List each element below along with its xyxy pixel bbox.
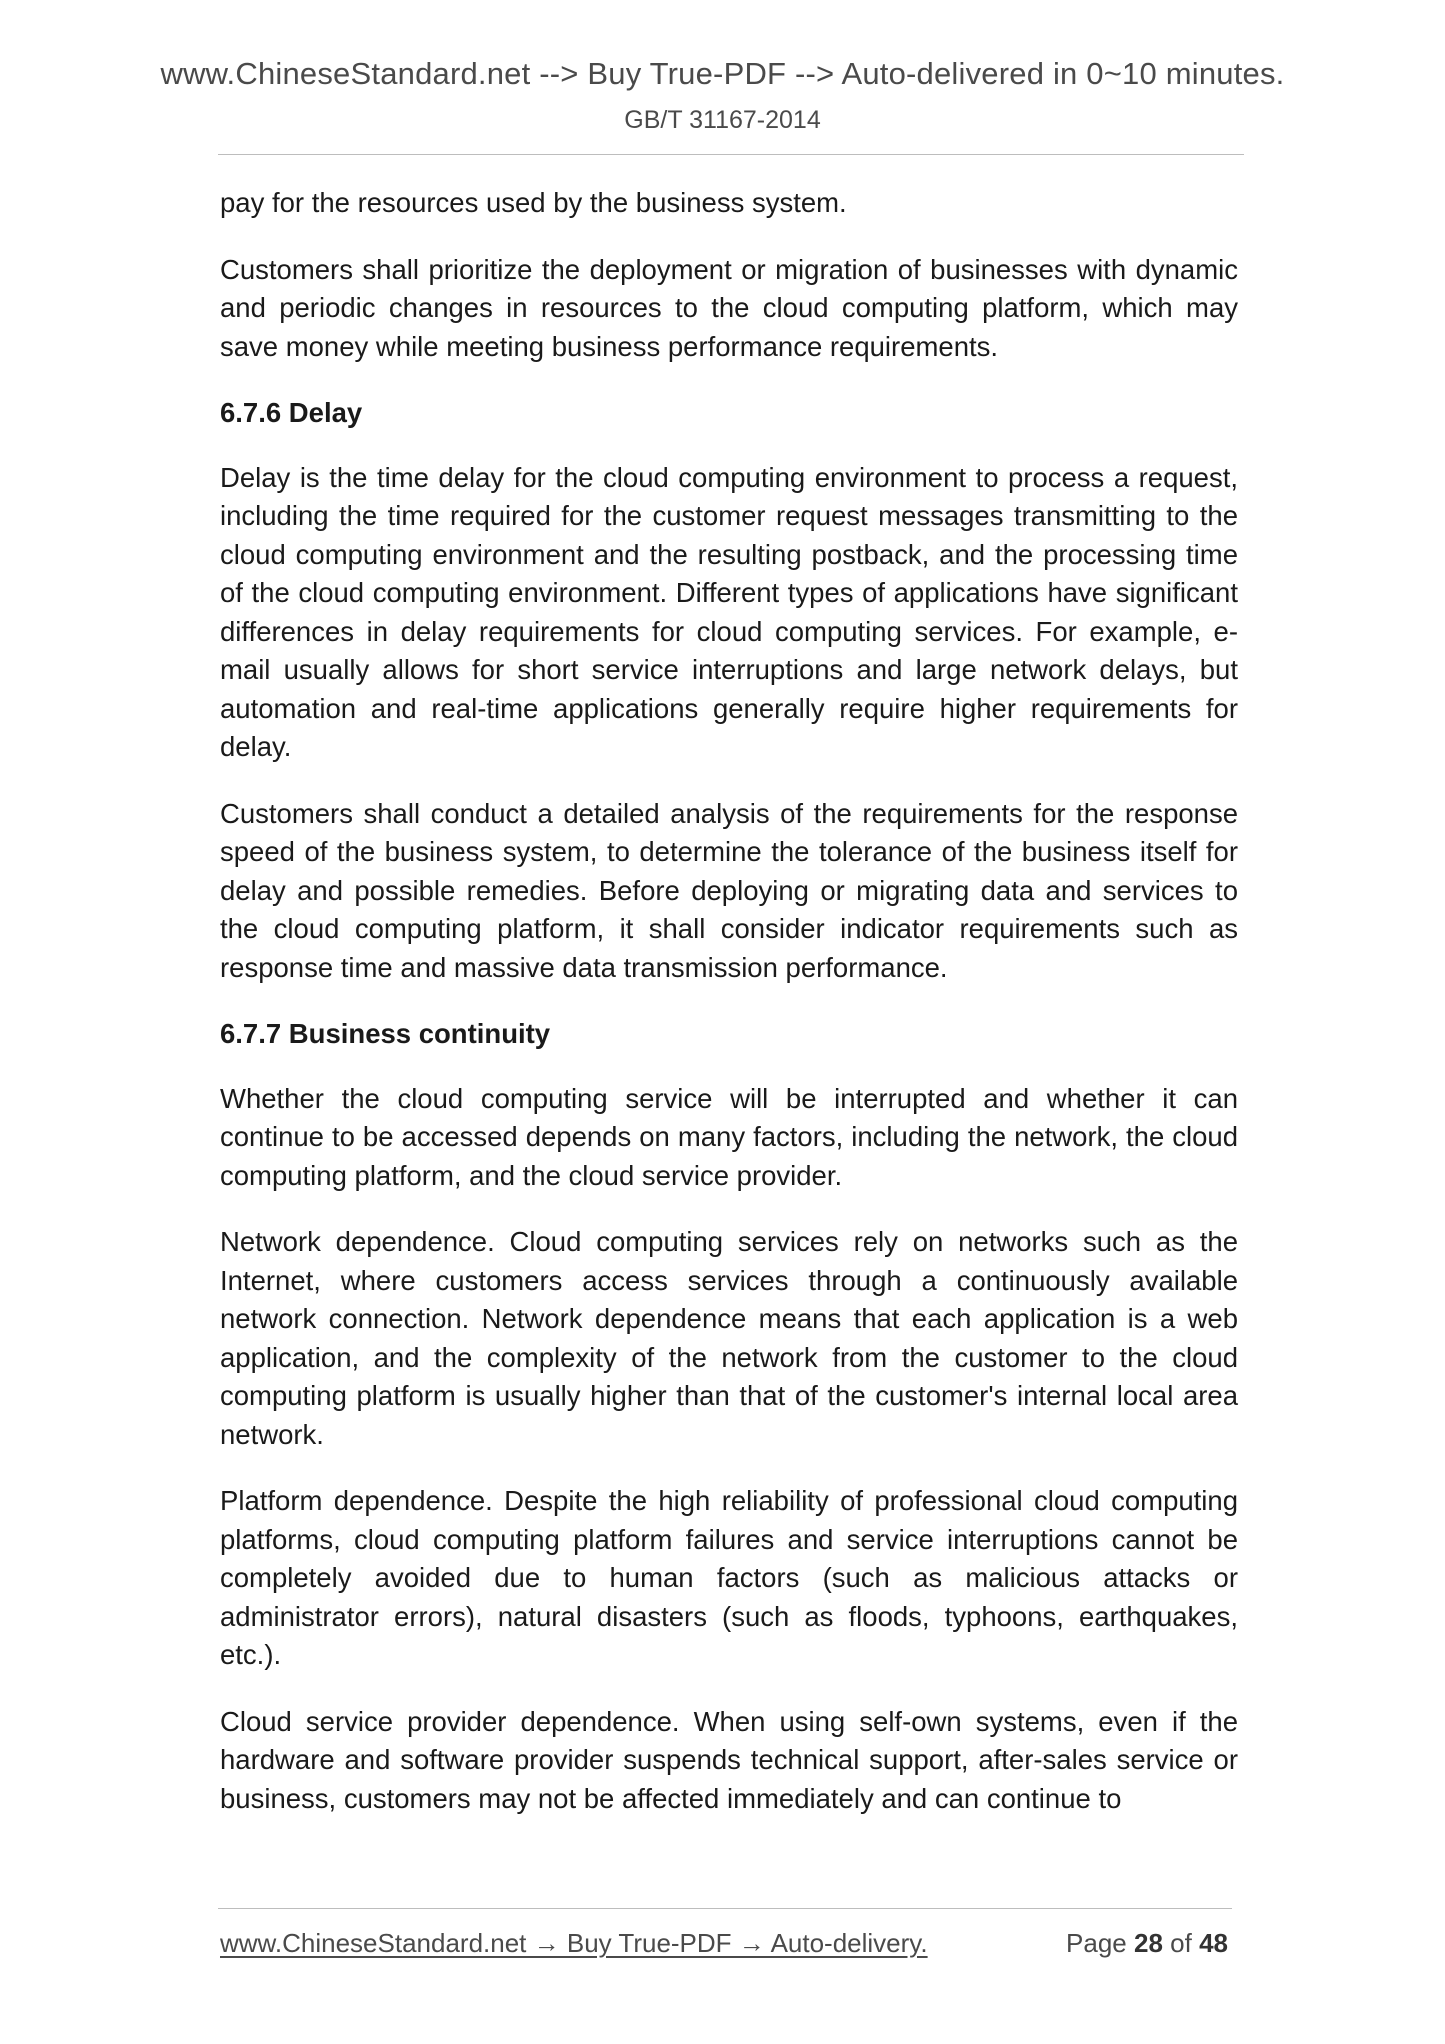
- paragraph-prioritize: Customers shall prioritize the deployment or migration of businesses with dynamic and periodic changes in resources to the cloud computing platform, which may save money while meeting business performance requirements.: [220, 253, 1238, 362]
- header-divider: [218, 154, 1244, 155]
- page-label: Page: [1066, 1928, 1127, 1958]
- document-body: [220, 184, 1238, 1846]
- paragraph-provider-dependence: Cloud service provider dependence. When using self-own systems, even if the hardware and software provider suspends technical support, after-sales service or business, customers may not be affected immediately and can continue to: [220, 1705, 1238, 1814]
- footer-link[interactable]: www.ChineseStandard.net → Buy True-PDF → Auto-delivery.: [220, 1928, 928, 1958]
- page-number: [1066, 1928, 1228, 1959]
- page-of: of: [1170, 1928, 1192, 1958]
- paragraph-continued: pay for the resources used by the business system.: [220, 187, 847, 218]
- section-heading-6-7-7: 6.7.7 Business continuity: [220, 1018, 551, 1049]
- page-current: 28: [1134, 1928, 1163, 1958]
- header-title: www.ChineseStandard.net --> Buy True-PDF --> Auto-delivered in 0~10 minutes.: [160, 56, 1285, 91]
- standard-id: GB/T 31167-2014: [624, 106, 821, 134]
- paragraph-delay-analysis: Customers shall conduct a detailed analysis of the requirements for the response speed of the business system, to determine the tolerance of the business itself for delay and possible remedies. Before deploying or migrating data and services to the cloud computing platform, it shall consider indicator requirements such as response time and massive data transmission performance.: [220, 797, 1238, 983]
- page-total: 48: [1199, 1928, 1228, 1958]
- paragraph-continuity: Whether the cloud computing service will be interrupted and whether it can continue to be accessed depends on many factors, including the network, the cloud computing platform, and the cloud service provider.: [220, 1082, 1238, 1191]
- footer-divider: [218, 1908, 1232, 1909]
- section-heading-6-7-6: 6.7.6 Delay: [220, 397, 363, 428]
- paragraph-network-dependence: Network dependence. Cloud computing services rely on networks such as the Internet, where customers access services through a continuously available network connection. Network dependence means that each application is a web application, and the complexity of the network from the customer to the cloud computing platform is usually higher than that of the customer's internal local area network.: [220, 1226, 1238, 1450]
- paragraph-delay-definition: Delay is the time delay for the cloud computing environment to process a request, including the time required for the customer request messages transmitting to the cloud computing environment and the resulting postback, and the processing time of the cloud computing environment. Different types of applications have significant differences in delay requirements for cloud computing services. For example, e-mail usually allows for short service interruptions and large network delays, but automation and real-time applications generally require higher requirements for delay.: [220, 461, 1238, 762]
- paragraph-platform-dependence: Platform dependence. Despite the high reliability of professional cloud computing platforms, cloud computing platform failures and service interruptions cannot be completely avoided due to human factors (such as malicious attacks or administrator errors), natural disasters (such as floods, typhoons, earthquakes, etc.).: [220, 1485, 1238, 1670]
